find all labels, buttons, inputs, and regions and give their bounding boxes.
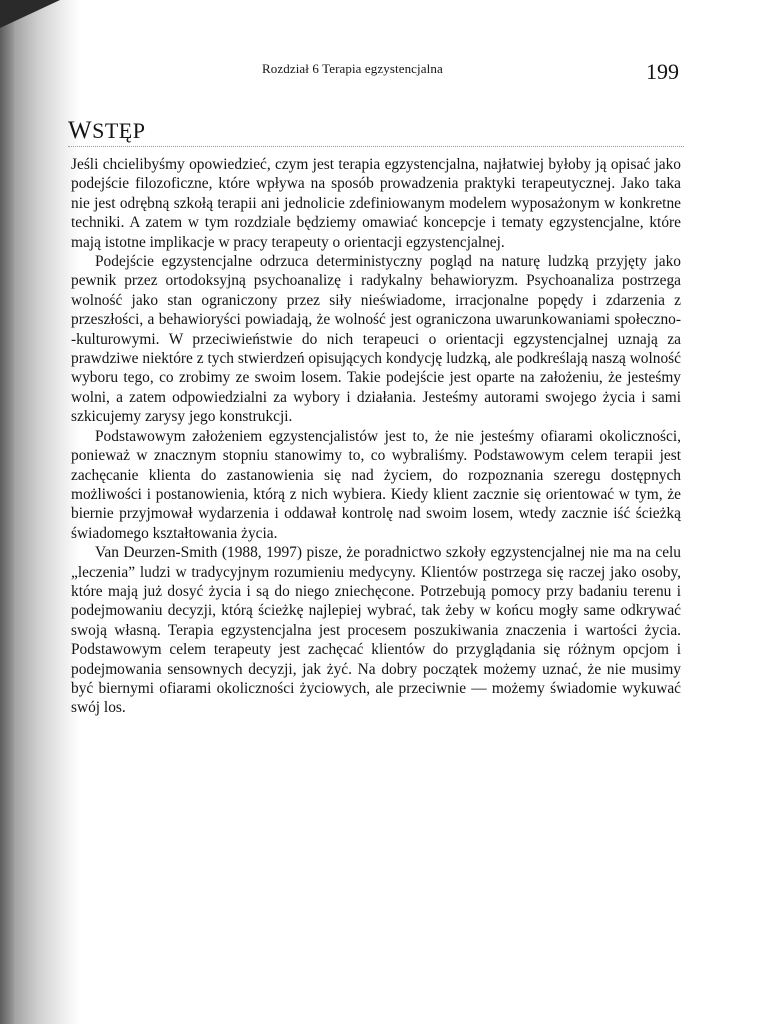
paragraph: Podejście egzystencjalne odrzuca deterministyczny pogląd na naturę ludzką przyjęty jako pewnik przez ortodoksyjną psychoanalizę i radykalny behawioryzm. Psychoanaliza postrzega wolność jako stan ograniczony przez siły nieświadome, irracjonalne popędy i zdarzenia z przeszłości, a behawioryści powiadają, że wolność jest ograniczona uwarunkowaniami społeczno--kulturowymi. W przeciwieństwie do nich terapeuci o orientacji egzystencjalnej uznają za prawdziwe niektóre z tych stwierdzeń opisujących kondycję ludzką, ale podkreślają naszą wolność wyboru tego, co zrobimy ze swoim losem. Takie podejście jest oparte na założeniu, że jesteśmy wolni, a zatem odpowiedzialni za wybory i działania. Jesteśmy autorami swojego życia i sami szkicujemy zarysy jego konstrukcji.	[71, 253, 681, 426]
running-head: Rozdział 6 Terapia egzystencjalna	[262, 61, 443, 76]
paragraph: Van Deurzen-Smith (1988, 1997) pisze, że poradnictwo szkoły egzystencjalnej nie ma na celu „leczenia” ludzi w tradycyjnym rozumieniu medycyny. Klientów postrzega się raczej jako osoby, które mają już dosyć życia i są do niego zniechęcone. Potrzebują pomocy przy badaniu terenu i podejmowaniu decyzji, którą ścieżkę najlepiej wybrać, tak żeby w końcu mogły same odkrywać swoją własną. Terapia egzystencjalna jest procesem poszukiwania znaczenia i wartości życia. Podstawowym celem terapeuty jest zachęcać klientów do przyglądania się różnym opcjom i podejmowania sensownych decyzji, jak żyć. Na dobry początek możemy uznać, że nie musimy być biernymi ofiarami okoliczności życiowych, ale przeciwnie — możemy świadomie wykuwać swój los.	[71, 544, 681, 717]
paragraph: Podstawowym założeniem egzystencjalistów jest to, że nie jesteśmy ofiarami okoliczności, ponieważ w znacznym stopniu stanowimy to, co wybraliśmy. Podstawowym celem terapii jest zachęcanie klienta do zastanowienia się nad życiem, do rozpoznania szeregu dostępnych możliwości i postanowienia, którą z nich wybiera. Kiedy klient zacznie się orientować w tym, że biernie przyjmował wydarzenia i oddawał kontrolę nad swoim losem, wtedy zacznie iść ścieżką świadomego kształtowania życia.	[71, 427, 681, 542]
page-corner	[0, 0, 60, 28]
body-text	[71, 155, 681, 718]
page-number: 199	[646, 59, 679, 84]
section-title-rest: STĘP	[92, 118, 146, 143]
section-title	[68, 117, 145, 145]
section-title-initial: W	[68, 117, 93, 144]
paragraph: Jeśli chcielibyśmy opowiedzieć, czym jest terapia egzystencjalna, najłatwiej byłoby ją opisać jako podejście filozoficzne, które wpływa na sposób prowadzenia praktyki terapeutycznej. Jako taka nie jest odrębną szkołą terapii ani jednolicie zdefiniowanym modelem wyposażonym w konkretne techniki. A zatem w tym rozdziale będziemy omawiać koncepcje i tematy egzystencjalne, które mają istotne implikacje w pracy terapeuty o orientacji egzystencjalnej.	[71, 156, 681, 251]
section-rule	[68, 146, 684, 147]
book-gutter	[0, 0, 14, 1024]
